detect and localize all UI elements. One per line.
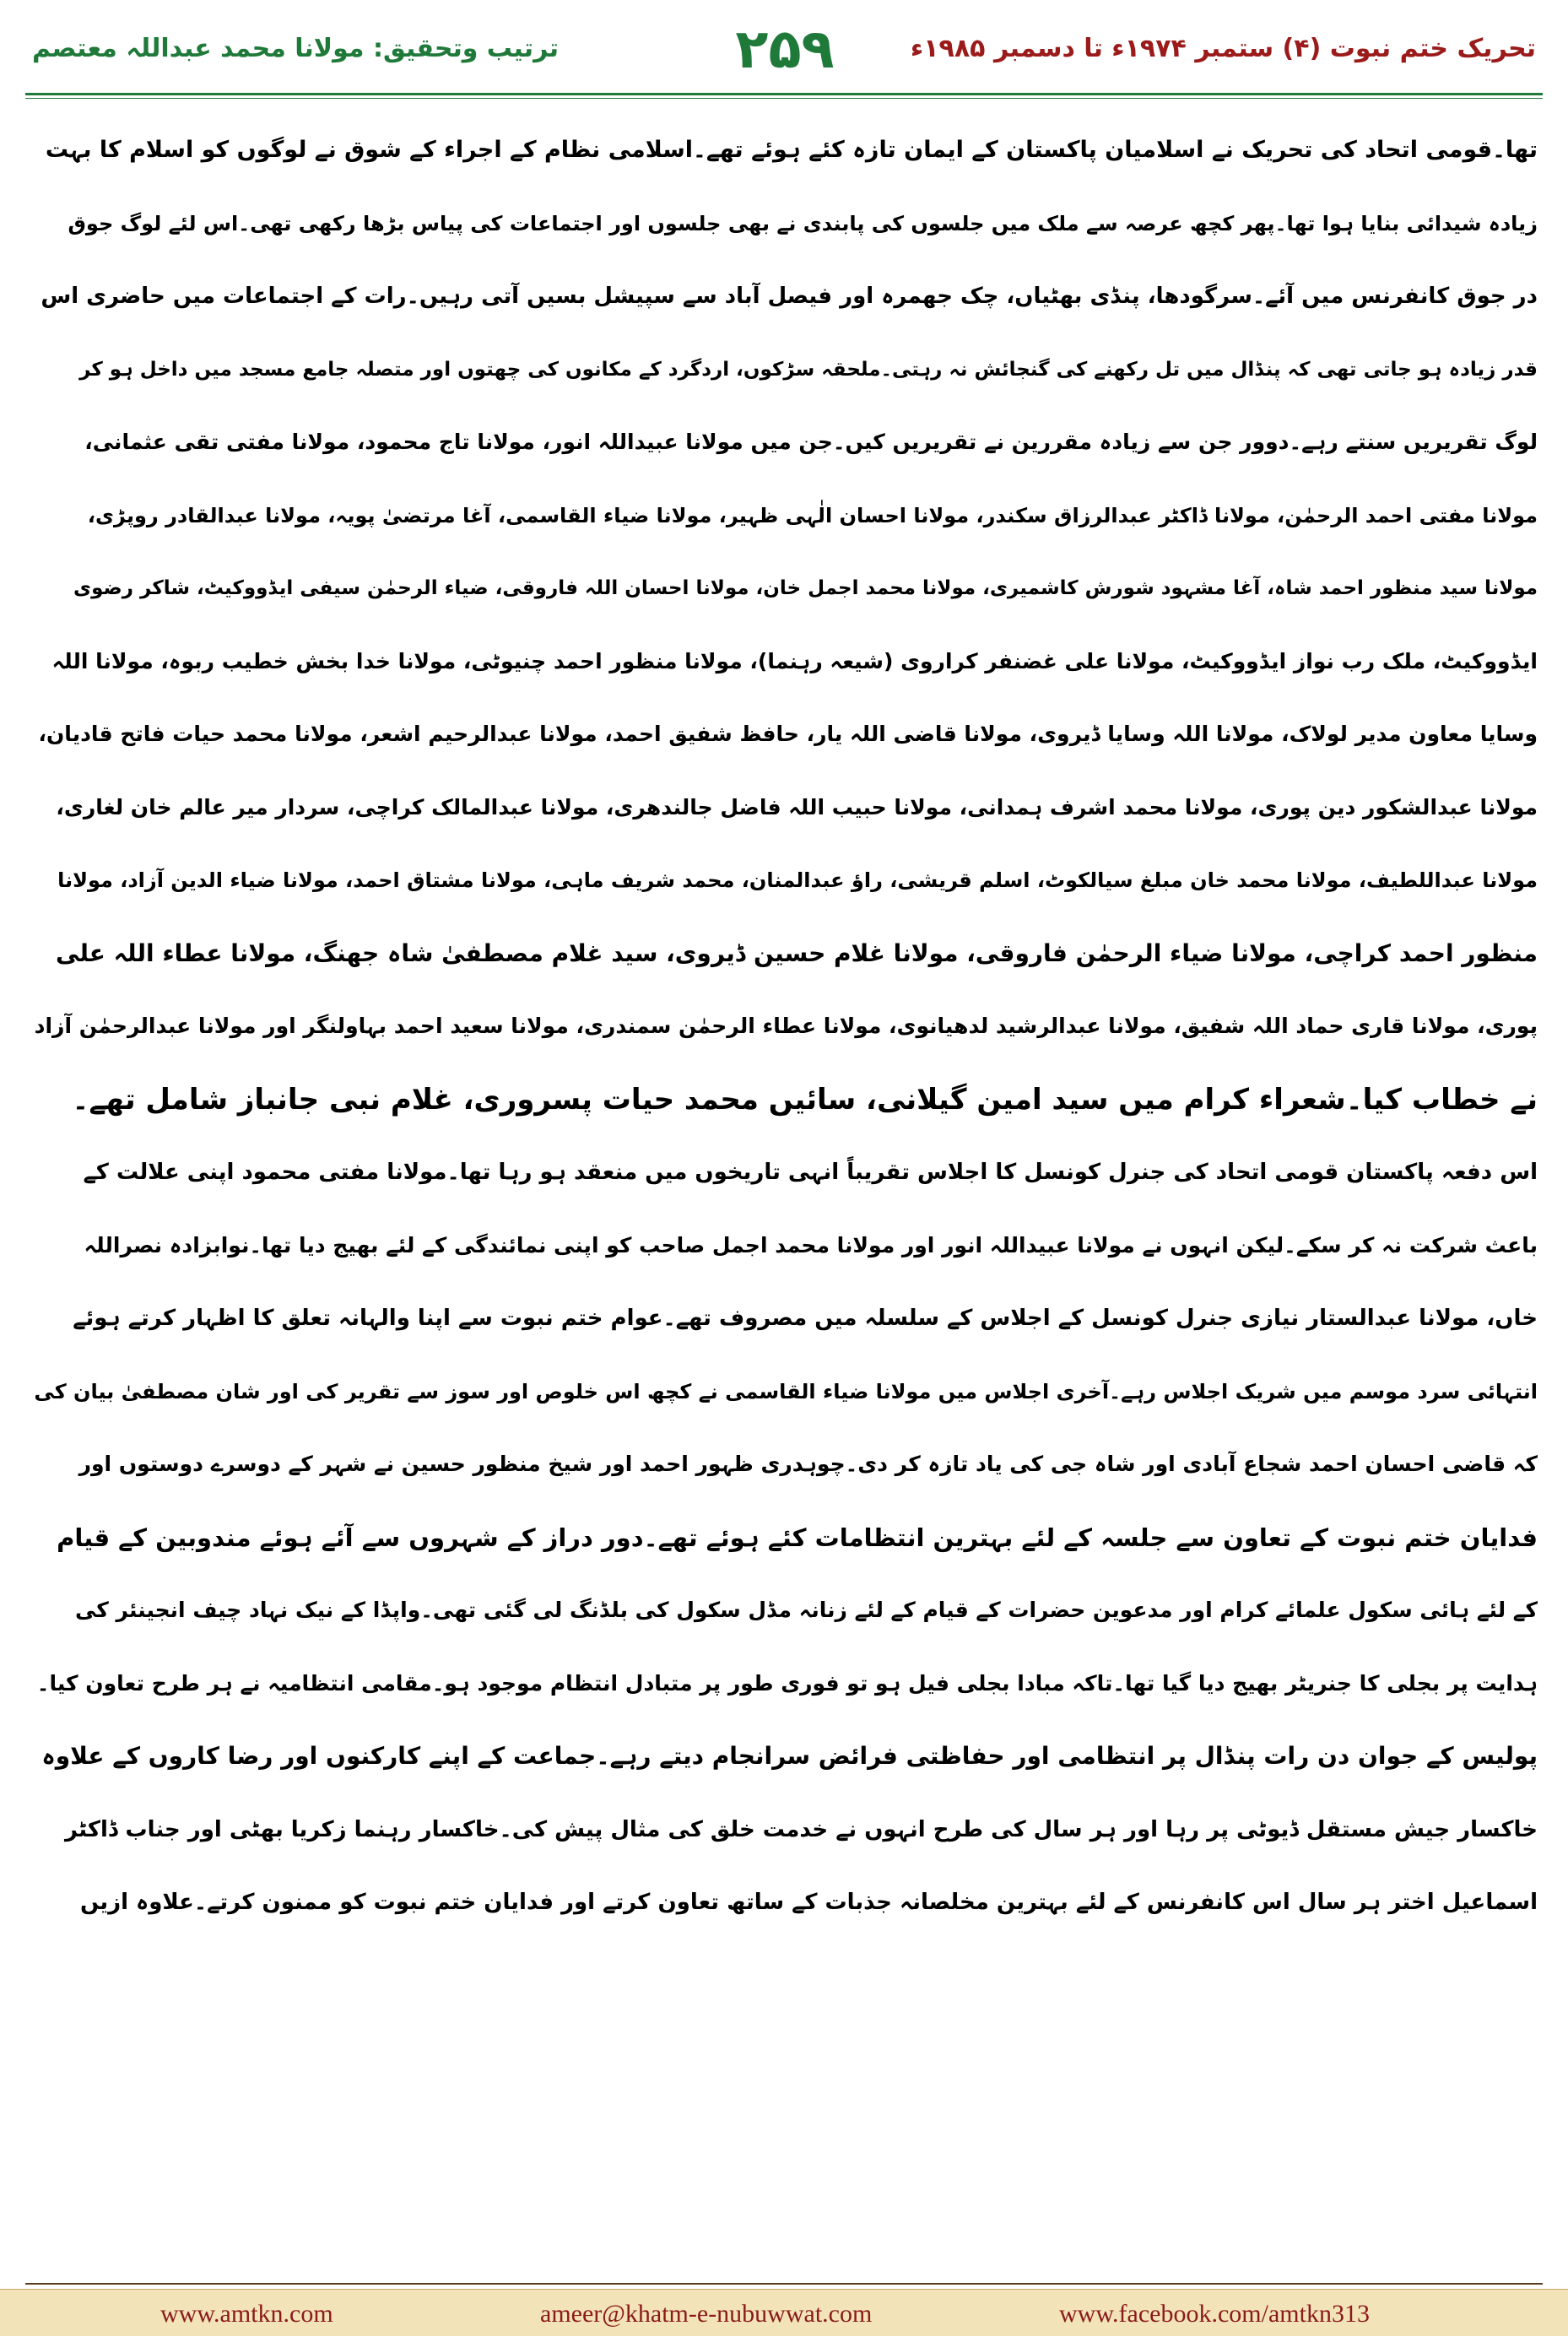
text-line: وسایا معاون مدیر لولاک، مولانا اللہ وسایا ڈیروی، مولانا قاضی اللہ یار، حافظ شفیق احمد، مولانا عبدالرحیم اشعر، مولانا محمد حیات فاتح قادیان، <box>38 722 1538 746</box>
text-line: پوری، مولانا قاری حماد اللہ شفیق، مولانا عبدالرشید لدھیانوی، مولانا عطاء الرحمٰن سمندری، مولانا سعید احمد بہاولنگر اور مولانا عبدالرحمٰن آزاد <box>34 1014 1538 1038</box>
text-line: فدایان ختم نبوت کے تعاون سے جلسہ کے لئے بہترین انتظامات کئے ہوئے تھے۔دور دراز کے شہروں سے آئے ہوئے مندوبین کے قیام <box>57 1523 1538 1552</box>
header-divider-thin <box>25 98 1543 99</box>
text-line: ایڈووکیٹ، ملک رب نواز ایڈووکیٹ، مولانا علی غضنفر کراروی (شیعہ رہنما)، مولانا منظور احمد چنیوٹی، مولانا خدا بخش خطیب ربوہ، مولانا اللہ <box>51 648 1538 673</box>
text-line: منظور احمد کراچی، مولانا ضیاء الرحمٰن فاروقی، مولانا غلام حسین ڈیروی، سید غلام مصطفیٰ شاہ جھنگ، مولانا عطاء اللہ علی <box>55 938 1538 967</box>
text-line: ہدایت پر بجلی کا جنریٹر بھیج دیا گیا تھا۔تاکہ مبادا بجلی فیل ہو تو فوری طور پر متبادل انتظام موجود ہو۔مقامی انتظامیہ نے ہر طرح تعاون کیا۔ <box>36 1670 1538 1696</box>
email-link[interactable]: ameer@khatm-e-nubuwwat.com <box>540 2300 873 2328</box>
text-line: انتہائی سرد موسم میں شریک اجلاس رہے۔آخری اجلاس میں مولانا ضیاء القاسمی نے کچھ اس خلوص اور سوز سے تقریر کی اور شان مصطفیٰ بیان کی <box>34 1379 1538 1404</box>
text-line: باعث شرکت نہ کر سکے۔لیکن انہوں نے مولانا عبیداللہ انور اور مولانا محمد اجمل صاحب کو اپنی نمائندگی کے لئے بھیج دیا تھا۔نوابزادہ نصراللہ <box>84 1232 1538 1258</box>
text-line: در جوق کانفرنس میں آئے۔سرگودھا، پنڈی بھٹیاں، چک جھمرہ اور فیصل آباد سے سپیشل بسیں آتی رہیں۔رات کے اجتماعات میں حاضری اس <box>41 284 1538 309</box>
page-header <box>0 0 1568 80</box>
text-line: پولیس کے جوان دن رات پنڈال پر انتظامی اور حفاظتی فرائض سرانجام دیتے رہے۔جماعت کے اپنے کارکنوں اور رضا کاروں کے علاوہ <box>41 1742 1538 1770</box>
text-line: قدر زیادہ ہو جاتی تھی کہ پنڈال میں تل رکھنے کی گنجائش نہ رہتی۔ملحقہ سڑکوں، اردگرد کے مکانوں کی چھتوں اور متصلہ جامع مسجد میں داخل ہو کر <box>79 358 1538 381</box>
footer-divider <box>25 2283 1543 2285</box>
body-text <box>30 114 1538 2249</box>
text-line: زیادہ شیدائی بنایا ہوا تھا۔پھر کچھ عرصہ سے ملک میں جلسوں کی پابندی نے بھی جلسوں اور اجتماعات کی پیاس بڑھا رکھی تھی۔اس لئے لوگ جوق <box>68 211 1538 235</box>
text-line: مولانا عبداللطیف، مولانا محمد خان مبلغ سیالکوٹ، اسلم قریشی، راؤ عبدالمنان، محمد شریف ماہی، مولانا مشتاق احمد، مولانا ضیاء الدین آزاد، مولانا <box>57 868 1538 892</box>
text-line: خاں، مولانا عبدالستار نیازی جنرل کونسل کے اجلاس کے سلسلہ میں مصروف تھے۔عوام ختم نبوت سے اپنا والہانہ تعلق کا اظہار کرتے ہوئے <box>73 1306 1538 1331</box>
text-line: نے خطاب کیا۔شعراء کرام میں سید امین گیلانی، سائیں محمد حیات پسروری، غلام نبی جانباز شامل تھے۔ <box>72 1082 1538 1117</box>
page-number: ۲۵۹ <box>735 19 835 81</box>
text-line: خاکسار جیش مستقل ڈیوٹی پر رہا اور ہر سال کی طرح انہوں نے خدمت خلق کی مثال پیش کی۔خاکسار رہنما زکریا بھٹی اور جناب ڈاکٹر <box>65 1816 1538 1842</box>
text-line: تھا۔قومی اتحاد کی تحریک نے اسلامیان پاکستان کے ایمان تازہ کئے ہوئے تھے۔اسلامی نظام کے اجراء کے شوق نے لوگوں کو اسلام کا بہت <box>45 137 1538 163</box>
header-divider <box>25 93 1543 95</box>
website-link[interactable]: www.amtkn.com <box>160 2300 333 2328</box>
text-line: لوگ تقریریں سنتے رہے۔دوور جن سے زیادہ مقررین نے تقریریں کیں۔جن میں مولانا عبیداللہ انور، مولانا تاج محمود، مولانا مفتی تقی عثمانی، <box>84 430 1538 454</box>
book-title: تحریک ختم نبوت (۴) ستمبر ۱۹۷۴ء تا دسمبر ۱۹۸۵ء <box>910 34 1536 63</box>
text-line: کہ قاضی احسان احمد شجاع آبادی اور شاہ جی کی یاد تازہ کر دی۔چوہدری ظہور احمد اور شیخ منظور حسین نے شہر کے دوسرے دوستوں اور <box>78 1452 1538 1476</box>
page-footer <box>0 2289 1568 2336</box>
facebook-link[interactable]: www.facebook.com/amtkn313 <box>1059 2300 1370 2328</box>
compiler-credit: ترتیب وتحقیق: مولانا محمد عبداللہ معتصم <box>32 34 559 63</box>
text-line: مولانا مفتی احمد الرحمٰن، مولانا ڈاکٹر عبدالرزاق سکندر، مولانا احسان الٰہی ظہیر، مولانا ضیاء القاسمی، آغا مرتضیٰ پویہ، مولانا عبدالقادر روپڑی، <box>87 503 1538 527</box>
text-line: مولانا عبدالشکور دین پوری، مولانا محمد اشرف ہمدانی، مولانا حبیب اللہ فاضل جالندھری، مولانا عبدالمالک کراچی، سردار میر عالم خان لغاری، <box>56 794 1538 819</box>
text-line: مولانا سید منظور احمد شاہ، آغا مشہود شورش کاشمیری، مولانا محمد اجمل خان، مولانا احسان اللہ فاروقی، ضیاء الرحمٰن سیفی ایڈووکیٹ، شاکر رضوی <box>73 577 1538 599</box>
text-line: کے لئے ہائی سکول علمائے کرام اور مدعوین حضرات کے قیام کے لئے زنانہ مڈل سکول کی بلڈنگ لی گئی تھی۔واپڈا کے نیک نہاد چیف انجینئر کی <box>74 1598 1538 1622</box>
text-line: اسماعیل اختر ہر سال اس کانفرنس کے لئے بہترین مخلصانہ جذبات کے ساتھ تعاون کرتے اور فدایان ختم نبوت کو ممنون کرتے۔علاوہ ازیں <box>79 1890 1538 1915</box>
text-line: اس دفعہ پاکستان قومی اتحاد کی جنرل کونسل کا اجلاس تقریباً انہی تاریخوں میں منعقد ہو رہا تھا۔مولانا مفتی محمود اپنی علالت کے <box>83 1160 1538 1185</box>
